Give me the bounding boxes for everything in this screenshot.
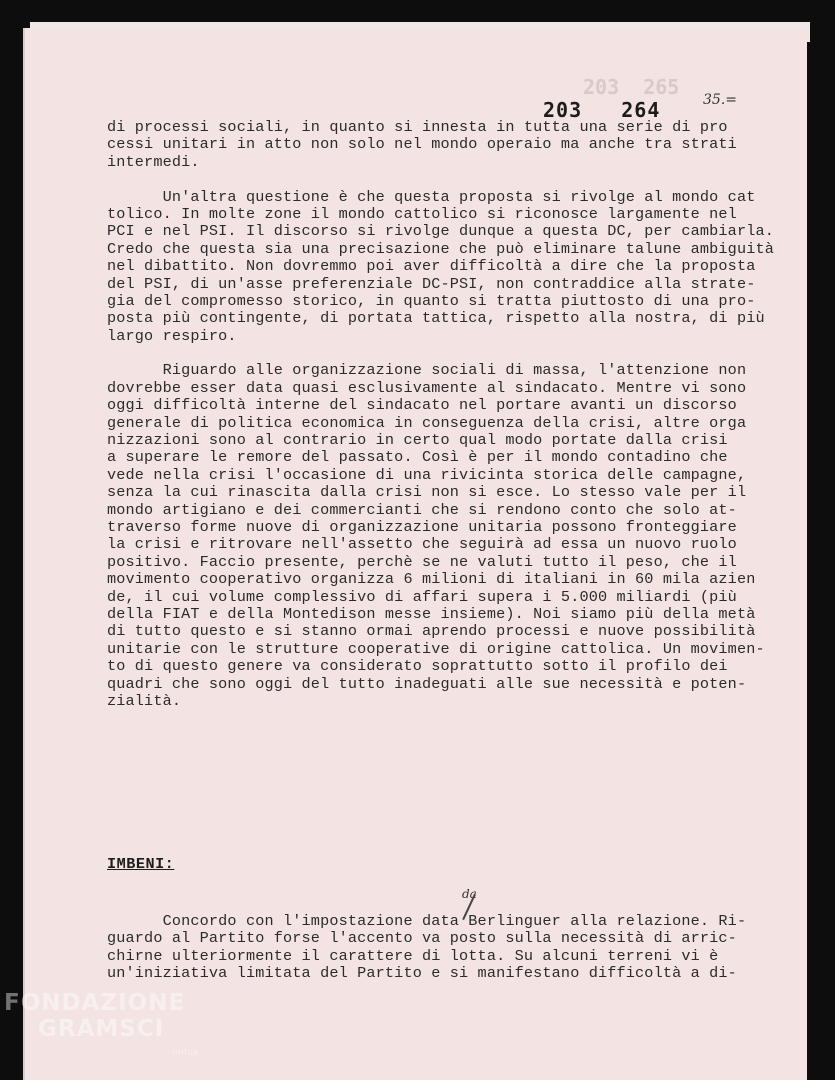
text-line: PCI e nel PSI. Il discorso si rivolge dunque a questa DC, per cambiarla. xyxy=(107,222,775,241)
text-line: nel dibattito. Non dovremmo poi aver difficoltà a dire che la proposta xyxy=(107,257,756,276)
text-line: vede nella crisi l'occasione di una rivicinta storica delle campagne, xyxy=(107,465,747,484)
text-line: to di questo genere va considerato soprattutto sotto il profilo dei xyxy=(107,657,728,676)
handwritten-page-number: 35.= xyxy=(703,92,737,108)
text-line xyxy=(107,171,797,188)
text-line: Credo che questa sia una precisazione che può eliminare talune ambiguità xyxy=(107,239,775,258)
text-line: chirne ulteriormente il carattere di lotta. Su alcuni terreni vi è xyxy=(107,946,719,965)
text-line: intermedi. xyxy=(107,152,200,171)
text-line: dovrebbe esser data quasi esclusivamente al sindacato. Mentre vi sono xyxy=(107,378,747,397)
ghost-page-number: 203 265 xyxy=(583,75,680,99)
text-line: guardo al Partito forse l'accento va posto sulla necessità di arric- xyxy=(107,929,737,948)
text-line: quadri che sono oggi del tutto inadeguati alle sue necessità e poten- xyxy=(107,674,747,693)
page-number: 203 264 xyxy=(543,98,661,122)
speaker-heading: IMBENI: xyxy=(107,855,175,873)
text-line: di processi sociali, in quanto si innesta in tutta una serie di pro xyxy=(107,118,728,136)
text-line: un'iniziativa limitata del Partito e si manifestano difficoltà a di- xyxy=(107,964,737,983)
text-line: unitarie con le strutture cooperative di origine cattolica. Un movimen- xyxy=(107,639,765,658)
text-line: la crisi e ritrovare nell'assetto che seguirà ad essa un nuovo ruolo xyxy=(107,535,737,554)
text-line: posta più contingente, di portata tattica, rispetto alla nostra, di più xyxy=(107,309,765,328)
text-line: de, il cui volume complessivo di affari supera i 5.000 miliardi (più xyxy=(107,587,737,606)
text-line: largo respiro. xyxy=(107,326,237,345)
text-line: del PSI, di un'asse preferenziale DC-PSI, non contraddice alla strate- xyxy=(107,274,756,293)
logo-line-3: onlus xyxy=(172,1048,199,1058)
text-line: cessi unitari in atto non solo nel mondo operaio ma anche tra strati xyxy=(107,135,737,154)
handwritten-annotation: da xyxy=(462,887,477,901)
text-line: tolico. In molte zone il mondo cattolico si riconosce largamente nel xyxy=(107,204,737,223)
text-line: traverso forme nuove di organizzazione unitaria possono fronteggiare xyxy=(107,517,737,536)
text-line: Un'altra questione è che questa proposta si rivolge al mondo cat xyxy=(107,187,756,206)
text-line: movimento cooperativo organizza 6 milioni di italiani in 60 mila azien xyxy=(107,570,756,589)
text-line: di tutto questo e si stanno ormai aprendo processi e nuove possibilità xyxy=(107,622,756,641)
logo-line-2: GRAMSCI xyxy=(38,1016,165,1042)
body-text-block-2 xyxy=(107,913,797,983)
body-text-block-1 xyxy=(107,119,797,710)
logo-line-1: FONDAZIONE xyxy=(4,990,186,1016)
text-line: oggi difficoltà interne del sindacato nel portare avanti un discorso xyxy=(107,396,737,415)
fondazione-gramsci-logo xyxy=(4,990,199,1058)
text-line: positivo. Faccio presente, perchè se ne valuti tutto il peso, che il xyxy=(107,552,737,571)
text-line: gia del compromesso storico, in quanto si tratta piuttosto di una pro- xyxy=(107,291,756,310)
text-line: zialità. xyxy=(107,691,182,710)
text-line xyxy=(107,345,797,362)
text-line: Riguardo alle organizzazione sociali di massa, l'attenzione non xyxy=(107,361,747,380)
text-line: a superare le remore del passato. Così è per il mondo contadino che xyxy=(107,448,728,467)
text-line: generale di politica economica in conseguenza della crisi, altre orga xyxy=(107,413,747,432)
text-line: mondo artigiano e dei commercianti che si rendono conto che solo at- xyxy=(107,500,737,519)
text-line: senza la cui rinascita dalla crisi non si esce. Lo stesso vale per il xyxy=(107,483,747,502)
text-line: della FIAT e della Montedison messe insieme). Noi siamo più della metà xyxy=(107,604,756,623)
text-line: Concordo con l'impostazione data Berlinguer alla relazione. Ri- xyxy=(107,912,747,930)
text-line: nizzazioni sono al contrario in certo qual modo portate dalla crisi xyxy=(107,431,728,450)
